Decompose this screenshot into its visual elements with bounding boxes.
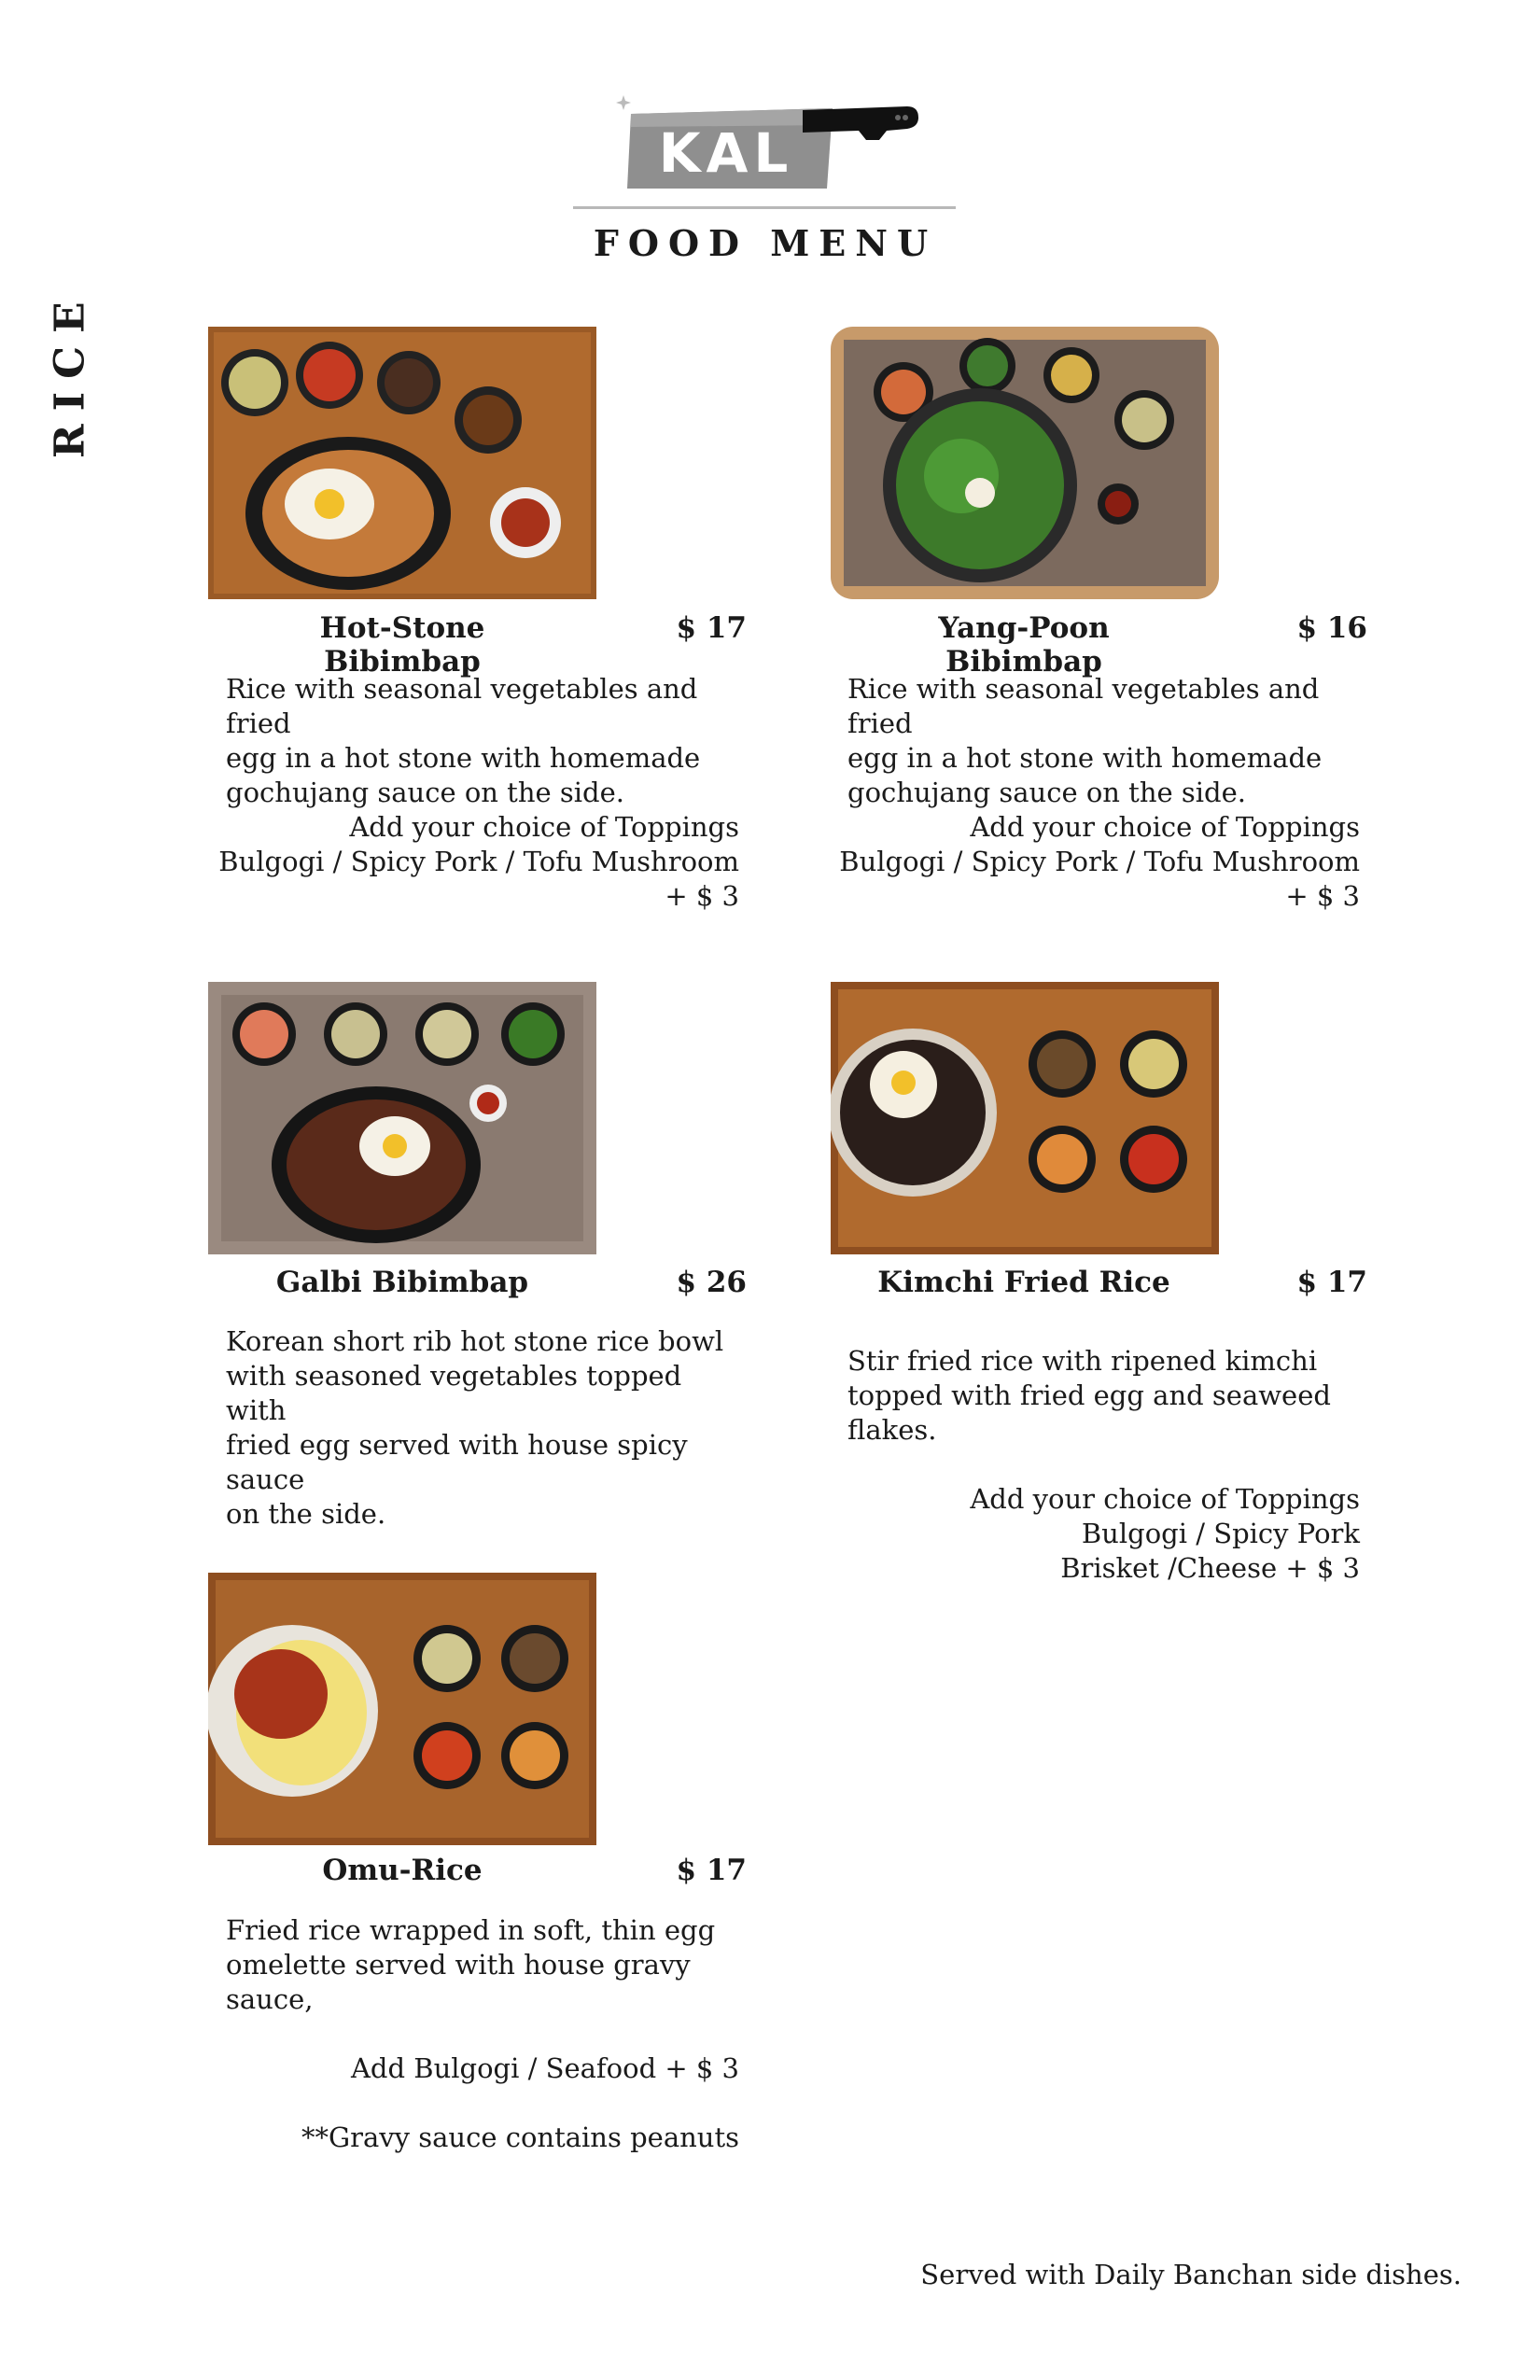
item-name: Hot-Stone Bibimbap	[319, 611, 485, 679]
footer-note: Served with Daily Banchan side dishes.	[920, 2259, 1462, 2290]
yang-poon-bibimbap-photo	[831, 327, 1219, 599]
galbi-bibimbap-photo	[208, 982, 596, 1254]
item-price: $ 26	[676, 1266, 747, 1299]
item-description: Korean short rib hot stone rice bowl with seasoned vegetables topped with fried egg served with house spicy sauce on the side.	[226, 1325, 724, 1530]
section-label-rice: RICE	[46, 288, 94, 458]
item-addon: Add Bulgogi / Seafood + $ 3 **Gravy sauce contains peanuts	[217, 2051, 739, 2155]
allergen-note: **Gravy sauce contains peanuts	[301, 2121, 739, 2153]
item-addon: Add your choice of Toppings Bulgogi / Spicy Pork / Tofu Mushroom + $ 3	[839, 811, 1360, 912]
item-name: Omu-Rice	[322, 1854, 483, 1887]
item-description: Stir fried rice with ripened kimchi topped with fried egg and seaweed flakes.	[847, 1345, 1331, 1446]
item-description: Rice with seasonal vegetables and fried egg in a hot stone with homemade gochujang sauce on the side.	[226, 673, 701, 808]
item-name: Kimchi Fried Rice	[877, 1266, 1170, 1299]
item-price: $ 16	[1296, 611, 1367, 645]
omu-rice-photo	[208, 1573, 596, 1845]
kimchi-fried-rice-photo	[831, 982, 1219, 1254]
item-description: Rice with seasonal vegetables and fried egg in a hot stone with homemade gochujang sauce on the side.	[847, 673, 1323, 808]
item-price: $ 17	[676, 1854, 747, 1887]
item-name: Galbi Bibimbap	[275, 1266, 529, 1299]
logo-text: KAL	[658, 121, 794, 185]
item-addon: Add your choice of Toppings Bulgogi / Spicy Pork Brisket /Cheese + $ 3	[970, 1483, 1360, 1584]
item-price: $ 17	[1296, 1266, 1367, 1299]
item-name: Yang-Poon Bibimbap	[938, 611, 1110, 679]
item-description: Fried rice wrapped in soft, thin egg omelette served with house gravy sauce,	[226, 1914, 716, 2015]
kal-logo	[607, 86, 924, 198]
hot-stone-bibimbap-photo	[208, 327, 596, 599]
page-title: FOOD MENU	[593, 222, 938, 264]
item-price: $ 17	[676, 611, 747, 645]
item-addon: Add your choice of Toppings Bulgogi / Spicy Pork / Tofu Mushroom + $ 3	[218, 811, 739, 912]
logo-divider	[573, 206, 956, 209]
